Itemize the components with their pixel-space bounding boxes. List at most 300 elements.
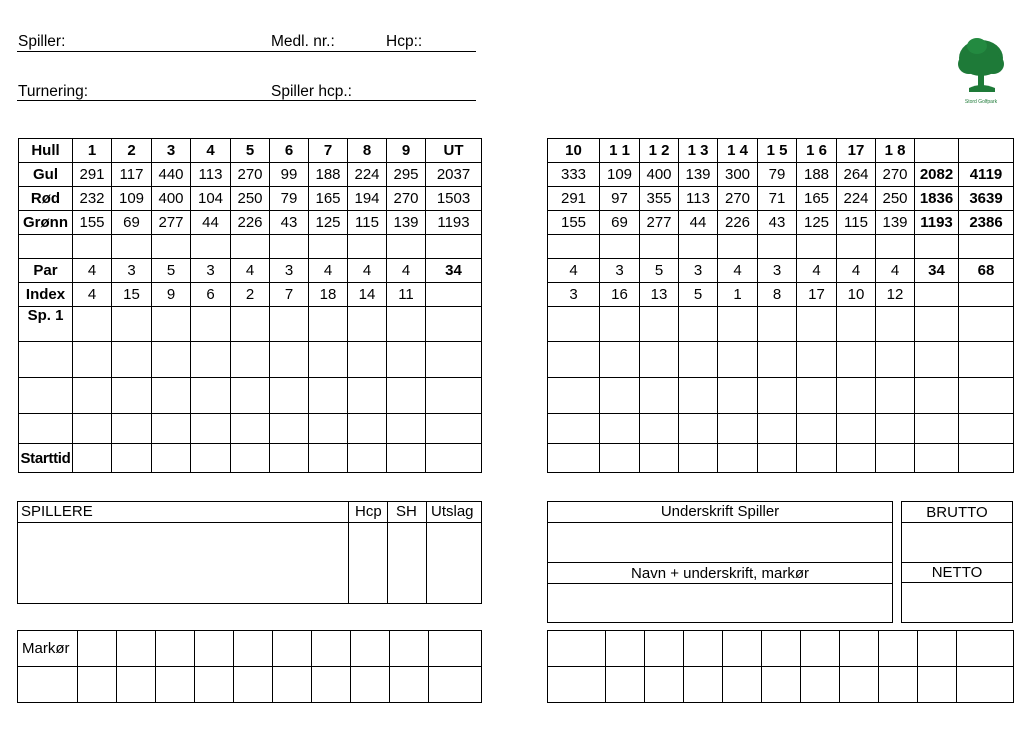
hole-header: UT <box>426 139 482 163</box>
marker-score-cell[interactable] <box>429 667 482 703</box>
score-cell[interactable] <box>876 378 915 414</box>
value-cell: 1193 <box>426 211 482 235</box>
table-row <box>548 444 1014 473</box>
value-cell: 2082 <box>915 163 959 187</box>
score-cell[interactable] <box>191 307 231 342</box>
value-cell: 165 <box>309 187 348 211</box>
player-signature-field[interactable] <box>548 523 892 561</box>
score-cell[interactable] <box>231 342 270 378</box>
score-cell[interactable] <box>231 378 270 414</box>
marker-score-cell[interactable] <box>606 631 645 667</box>
table-header-row <box>548 139 1014 163</box>
value-cell: 2 <box>231 283 270 307</box>
score-cell[interactable] <box>348 342 387 378</box>
underskrift-spiller-label: Underskrift Spiller <box>660 503 780 520</box>
score-cell[interactable] <box>73 378 112 414</box>
marker-score-cell[interactable] <box>918 631 957 667</box>
marker-table-back <box>547 630 1014 703</box>
marker-score-cell[interactable] <box>801 631 840 667</box>
value-cell: 1503 <box>426 187 482 211</box>
value-cell: 224 <box>348 163 387 187</box>
score-cell[interactable] <box>915 342 959 378</box>
value-cell: 155 <box>73 211 112 235</box>
score-cell[interactable] <box>797 414 837 444</box>
value-cell: 4 <box>309 259 348 283</box>
table-row <box>19 259 482 283</box>
score-cell[interactable] <box>73 342 112 378</box>
marker-score-cell[interactable] <box>548 667 606 703</box>
value-cell: 5 <box>640 259 679 283</box>
table-row <box>19 414 482 444</box>
score-cell[interactable] <box>837 342 876 378</box>
value-cell: 2386 <box>959 211 1014 235</box>
marker-score-cell[interactable] <box>195 631 234 667</box>
marker-score-cell[interactable] <box>429 631 482 667</box>
value-cell: 139 <box>387 211 426 235</box>
marker-score-cell[interactable] <box>879 667 918 703</box>
marker-score-cell[interactable] <box>762 631 801 667</box>
score-cell[interactable] <box>959 378 1014 414</box>
score-cell[interactable] <box>718 307 758 342</box>
score-cell[interactable] <box>231 414 270 444</box>
hull-header: Hull <box>19 139 73 163</box>
value-cell: 155 <box>548 211 600 235</box>
row-label: Grønn <box>19 211 73 235</box>
score-cell[interactable] <box>797 342 837 378</box>
score-cell[interactable] <box>112 414 152 444</box>
totals-line-2 <box>901 562 1013 563</box>
table-row <box>548 187 1014 211</box>
score-cell[interactable] <box>548 378 600 414</box>
value-cell: 400 <box>152 187 191 211</box>
table-row <box>548 163 1014 187</box>
marker-score-cell[interactable] <box>645 631 684 667</box>
hole-header: 1 <box>73 139 112 163</box>
marker-score-cell[interactable] <box>234 631 273 667</box>
marker-score-cell[interactable] <box>312 631 351 667</box>
hole-header: 1 3 <box>679 139 718 163</box>
table-row <box>19 187 482 211</box>
table-row <box>548 378 1014 414</box>
score-cell <box>231 235 270 259</box>
marker-score-cell[interactable] <box>156 667 195 703</box>
score-cell[interactable] <box>191 378 231 414</box>
value-cell: 3 <box>758 259 797 283</box>
value-cell: 34 <box>426 259 482 283</box>
score-cell[interactable] <box>348 307 387 342</box>
brutto-field[interactable] <box>902 523 1012 561</box>
netto-field[interactable] <box>902 583 1012 622</box>
score-cell[interactable] <box>640 307 679 342</box>
value-cell: 4 <box>797 259 837 283</box>
value-cell: 226 <box>718 211 758 235</box>
score-cell[interactable] <box>387 414 426 444</box>
value-cell: 165 <box>797 187 837 211</box>
hole-header: 6 <box>270 139 309 163</box>
marker-score-cell[interactable] <box>390 631 429 667</box>
marker-score-cell[interactable] <box>840 667 879 703</box>
score-cell[interactable] <box>152 342 191 378</box>
value-cell: 226 <box>231 211 270 235</box>
value-cell: 270 <box>876 163 915 187</box>
score-cell[interactable] <box>718 378 758 414</box>
value-cell: 2037 <box>426 163 482 187</box>
value-cell: 3 <box>679 259 718 283</box>
score-cell[interactable] <box>152 378 191 414</box>
value-cell: 270 <box>231 163 270 187</box>
score-cell[interactable] <box>679 414 718 444</box>
score-cell[interactable] <box>548 307 600 342</box>
value-cell: 300 <box>718 163 758 187</box>
score-cell[interactable] <box>837 444 876 473</box>
row-label: Gul <box>19 163 73 187</box>
marker-row <box>18 667 482 703</box>
value-cell: 224 <box>837 187 876 211</box>
score-cell[interactable] <box>718 444 758 473</box>
score-cell[interactable] <box>548 342 600 378</box>
value-cell: 232 <box>73 187 112 211</box>
score-cell[interactable] <box>270 307 309 342</box>
score-cell[interactable] <box>231 307 270 342</box>
hole-header: 1 6 <box>797 139 837 163</box>
score-cell[interactable] <box>876 414 915 444</box>
score-cell[interactable] <box>548 444 600 473</box>
score-cell <box>959 235 1014 259</box>
score-cell[interactable] <box>837 414 876 444</box>
marker-score-cell[interactable] <box>351 667 390 703</box>
hcp-label: Hcp:: <box>386 33 423 50</box>
value-cell: 4 <box>387 259 426 283</box>
value-cell: 115 <box>837 211 876 235</box>
score-cell[interactable] <box>959 307 1014 342</box>
spillere-label: SPILLERE <box>21 503 93 520</box>
value-cell: 69 <box>112 211 152 235</box>
table-row <box>19 163 482 187</box>
score-cell[interactable] <box>152 444 191 473</box>
score-cell[interactable] <box>915 378 959 414</box>
value-cell: 270 <box>718 187 758 211</box>
score-cell[interactable] <box>270 378 309 414</box>
value-cell: 125 <box>309 211 348 235</box>
score-cell <box>959 283 1014 307</box>
score-cell[interactable] <box>270 342 309 378</box>
value-cell: 1193 <box>915 211 959 235</box>
table-row <box>548 211 1014 235</box>
value-cell: 139 <box>876 211 915 235</box>
score-cell[interactable] <box>600 414 640 444</box>
score-cell <box>797 235 837 259</box>
value-cell: 113 <box>679 187 718 211</box>
table-row <box>19 235 482 259</box>
hole-header: 10 <box>548 139 600 163</box>
row-label <box>19 378 73 414</box>
score-cell[interactable] <box>876 444 915 473</box>
marker-score-cell[interactable] <box>156 631 195 667</box>
table-row <box>19 211 482 235</box>
score-cell[interactable] <box>679 444 718 473</box>
hole-header: 7 <box>309 139 348 163</box>
marker-score-cell[interactable] <box>548 631 606 667</box>
marker-score-cell[interactable] <box>117 631 156 667</box>
score-cell[interactable] <box>348 444 387 473</box>
table-row <box>19 307 482 342</box>
marker-score-cell[interactable] <box>390 667 429 703</box>
marker-score-cell[interactable] <box>957 631 1014 667</box>
score-cell <box>640 235 679 259</box>
score-cell[interactable] <box>309 307 348 342</box>
score-cell[interactable] <box>600 378 640 414</box>
marker-score-cell[interactable] <box>645 667 684 703</box>
score-cell[interactable] <box>387 307 426 342</box>
medl-nr-label: Medl. nr.: <box>271 33 335 50</box>
hole-header: 1 5 <box>758 139 797 163</box>
score-cell <box>600 235 640 259</box>
score-cell <box>426 235 482 259</box>
marker-score-cell[interactable] <box>723 631 762 667</box>
score-cell[interactable] <box>112 378 152 414</box>
value-cell: 99 <box>270 163 309 187</box>
hole-header: 17 <box>837 139 876 163</box>
marker-score-cell[interactable] <box>234 667 273 703</box>
score-cell[interactable] <box>797 307 837 342</box>
score-cell[interactable] <box>718 342 758 378</box>
value-cell: 44 <box>191 211 231 235</box>
marker-score-cell[interactable] <box>840 631 879 667</box>
score-cell[interactable] <box>959 342 1014 378</box>
front-nine-table <box>18 138 482 473</box>
players-header-line <box>17 522 482 523</box>
tree-logo-icon <box>955 36 1007 98</box>
score-cell <box>73 235 112 259</box>
marker-score-cell[interactable] <box>957 667 1014 703</box>
value-cell: 117 <box>112 163 152 187</box>
score-cell[interactable] <box>73 307 112 342</box>
marker-score-cell[interactable] <box>606 667 645 703</box>
score-cell[interactable] <box>640 342 679 378</box>
logo-text: Stord Golfpark <box>964 99 998 105</box>
hole-header: 8 <box>348 139 387 163</box>
score-cell[interactable] <box>191 414 231 444</box>
value-cell: 4 <box>231 259 270 283</box>
value-cell: 4 <box>73 283 112 307</box>
marker-score-cell[interactable] <box>18 667 78 703</box>
marker-score-cell[interactable] <box>684 631 723 667</box>
score-cell[interactable] <box>112 444 152 473</box>
score-cell[interactable] <box>426 414 482 444</box>
score-cell[interactable] <box>191 444 231 473</box>
value-cell: 291 <box>73 163 112 187</box>
score-cell[interactable] <box>758 444 797 473</box>
score-cell[interactable] <box>837 378 876 414</box>
value-cell: 400 <box>640 163 679 187</box>
players-utslag-label: Utslag <box>431 503 474 520</box>
score-cell[interactable] <box>797 444 837 473</box>
marker-score-cell[interactable] <box>762 667 801 703</box>
score-cell[interactable] <box>152 414 191 444</box>
score-cell[interactable] <box>758 307 797 342</box>
marker-score-cell[interactable] <box>117 667 156 703</box>
marker-score-cell[interactable] <box>351 631 390 667</box>
table-row <box>19 444 482 473</box>
score-cell <box>426 283 482 307</box>
score-cell <box>152 235 191 259</box>
score-cell[interactable] <box>876 342 915 378</box>
score-cell[interactable] <box>112 342 152 378</box>
value-cell: 113 <box>191 163 231 187</box>
value-cell: 109 <box>600 163 640 187</box>
score-cell[interactable] <box>758 342 797 378</box>
back-nine-table <box>547 138 1014 473</box>
value-cell: 3 <box>270 259 309 283</box>
value-cell: 104 <box>191 187 231 211</box>
value-cell: 4 <box>348 259 387 283</box>
table-row <box>548 342 1014 378</box>
score-cell[interactable] <box>309 444 348 473</box>
score-cell[interactable] <box>640 414 679 444</box>
value-cell: 115 <box>348 211 387 235</box>
marker-score-cell[interactable] <box>273 667 312 703</box>
score-cell[interactable] <box>876 307 915 342</box>
row-label: Rød <box>19 187 73 211</box>
score-cell[interactable] <box>387 342 426 378</box>
score-cell[interactable] <box>152 307 191 342</box>
value-cell: 13 <box>640 283 679 307</box>
score-cell[interactable] <box>309 342 348 378</box>
value-cell: 264 <box>837 163 876 187</box>
value-cell: 97 <box>600 187 640 211</box>
score-cell[interactable] <box>426 342 482 378</box>
table-row <box>548 259 1014 283</box>
score-cell[interactable] <box>73 414 112 444</box>
value-cell: 355 <box>640 187 679 211</box>
marker-score-cell[interactable] <box>684 667 723 703</box>
row-label: Starttid <box>19 444 73 473</box>
score-cell <box>876 235 915 259</box>
table-row <box>548 283 1014 307</box>
score-cell[interactable] <box>548 414 600 444</box>
score-cell[interactable] <box>426 378 482 414</box>
spiller-line[interactable] <box>17 51 476 52</box>
value-cell: 277 <box>152 211 191 235</box>
players-divider-2 <box>387 501 388 604</box>
value-cell: 270 <box>387 187 426 211</box>
value-cell: 68 <box>959 259 1014 283</box>
score-cell[interactable] <box>387 378 426 414</box>
score-cell[interactable] <box>270 414 309 444</box>
value-cell: 333 <box>548 163 600 187</box>
score-cell[interactable] <box>191 342 231 378</box>
sig-line-2 <box>547 562 893 563</box>
marker-score-cell[interactable] <box>312 667 351 703</box>
score-cell[interactable] <box>348 378 387 414</box>
value-cell: 79 <box>270 187 309 211</box>
value-cell: 440 <box>152 163 191 187</box>
score-cell <box>348 235 387 259</box>
marker-score-cell[interactable] <box>195 667 234 703</box>
value-cell: 9 <box>152 283 191 307</box>
hole-header: 1 4 <box>718 139 758 163</box>
table-row <box>19 342 482 378</box>
score-cell[interactable] <box>679 307 718 342</box>
value-cell: 4119 <box>959 163 1014 187</box>
players-sh-label: SH <box>396 503 417 520</box>
marker-score-cell[interactable] <box>801 667 840 703</box>
score-cell <box>915 283 959 307</box>
value-cell: 12 <box>876 283 915 307</box>
netto-label: NETTO <box>931 564 983 581</box>
score-cell[interactable] <box>387 444 426 473</box>
score-cell[interactable] <box>758 378 797 414</box>
value-cell: 79 <box>758 163 797 187</box>
row-label <box>19 414 73 444</box>
score-cell[interactable] <box>959 414 1014 444</box>
value-cell: 4 <box>837 259 876 283</box>
value-cell: 10 <box>837 283 876 307</box>
score-cell[interactable] <box>758 414 797 444</box>
row-label: Sp. 1 <box>19 307 73 342</box>
marker-score-cell[interactable] <box>918 667 957 703</box>
spiller-hcp-label: Spiller hcp.: <box>271 83 352 100</box>
score-cell <box>309 235 348 259</box>
score-cell[interactable] <box>309 414 348 444</box>
score-cell[interactable] <box>309 378 348 414</box>
hole-header: 3 <box>152 139 191 163</box>
score-cell[interactable] <box>426 307 482 342</box>
score-cell[interactable] <box>426 444 482 473</box>
score-cell[interactable] <box>231 444 270 473</box>
marker-label: Markør <box>18 631 78 667</box>
marker-signature-field[interactable] <box>548 584 892 622</box>
score-cell[interactable] <box>679 342 718 378</box>
score-cell[interactable] <box>270 444 309 473</box>
table-row <box>548 414 1014 444</box>
value-cell: 250 <box>231 187 270 211</box>
score-cell[interactable] <box>640 378 679 414</box>
marker-score-cell[interactable] <box>273 631 312 667</box>
score-cell[interactable] <box>797 378 837 414</box>
hole-header <box>915 139 959 163</box>
score-cell[interactable] <box>959 444 1014 473</box>
table-header-row <box>19 139 482 163</box>
marker-score-cell[interactable] <box>78 631 117 667</box>
marker-score-cell[interactable] <box>879 631 918 667</box>
score-cell[interactable] <box>600 307 640 342</box>
score-cell[interactable] <box>718 414 758 444</box>
score-cell[interactable] <box>837 307 876 342</box>
players-hcp-label: Hcp <box>355 503 382 520</box>
marker-row <box>548 667 1014 703</box>
turnering-line[interactable] <box>17 100 476 101</box>
value-cell: 34 <box>915 259 959 283</box>
score-cell <box>112 235 152 259</box>
value-cell: 43 <box>758 211 797 235</box>
score-cell[interactable] <box>679 378 718 414</box>
score-cell[interactable] <box>600 342 640 378</box>
score-cell[interactable] <box>640 444 679 473</box>
value-cell: 125 <box>797 211 837 235</box>
score-cell[interactable] <box>915 307 959 342</box>
marker-score-cell[interactable] <box>78 667 117 703</box>
score-cell[interactable] <box>915 444 959 473</box>
score-cell[interactable] <box>73 444 112 473</box>
score-cell[interactable] <box>112 307 152 342</box>
marker-score-cell[interactable] <box>723 667 762 703</box>
hole-header: 1 1 <box>600 139 640 163</box>
score-cell[interactable] <box>915 414 959 444</box>
score-cell[interactable] <box>348 414 387 444</box>
value-cell: 5 <box>679 283 718 307</box>
score-cell[interactable] <box>600 444 640 473</box>
